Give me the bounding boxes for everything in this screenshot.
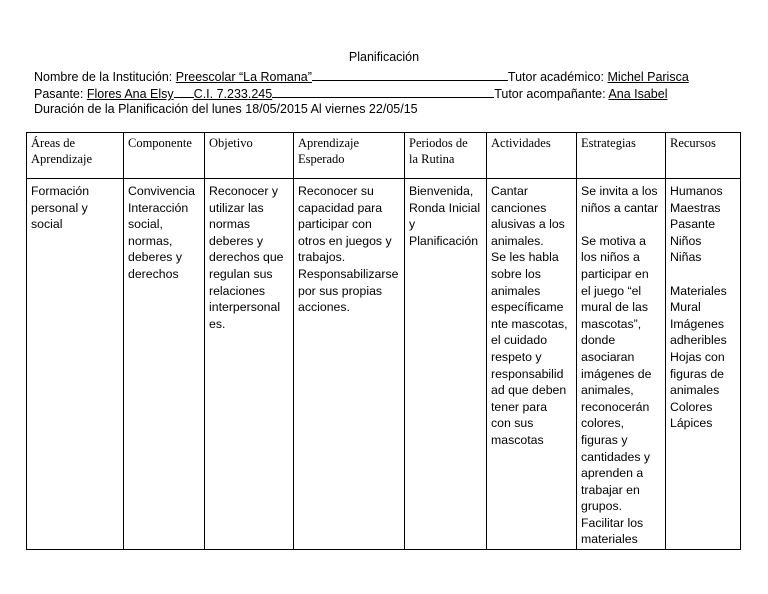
- cell-text-line: nte mascotas,: [491, 316, 568, 331]
- cell-areas-aprendizaje: [27, 179, 124, 550]
- cell-text-line: colores,: [581, 416, 625, 431]
- cell-text-line: Reconocer su: [298, 184, 374, 198]
- cell-text-line: Planificación: [409, 233, 479, 248]
- cell-text-line: mascotas”,: [581, 316, 642, 331]
- column-header-recursos: [666, 133, 741, 179]
- cell-text-line: Ronda Inicial: [409, 200, 481, 215]
- cell-text-line: Se les habla: [491, 250, 559, 265]
- cell-componente: [124, 179, 205, 550]
- institution-value: Preescolar “La Romana”: [175, 70, 312, 84]
- cell-text-line: normas: [209, 217, 251, 232]
- cell-objetivo: [205, 179, 294, 550]
- cell-text-line: los niños a: [581, 250, 640, 265]
- cell-text-line: Niños: [670, 233, 702, 248]
- cell-text-line: interpersonal: [209, 300, 281, 315]
- cell-text-line: niños a cantar: [581, 200, 659, 215]
- cell-periodos-rutina: [405, 179, 487, 550]
- cell-text-line: participar con: [298, 217, 372, 232]
- cell-text-line: Colores: [670, 399, 713, 414]
- cell-text-line: Actividades: [491, 136, 551, 150]
- cell-actividades: [487, 179, 577, 550]
- cell-text-line: Reconocer y: [209, 184, 279, 198]
- cell-text-line: otros en juegos y: [298, 233, 392, 248]
- pasante-value: Flores Ana Elsy: [86, 87, 174, 101]
- cell-text-line: animales: [670, 383, 720, 398]
- column-header-aprendizaje-esperado: [294, 133, 405, 179]
- cell-text-line: reconocerán: [581, 399, 650, 414]
- tutor-acompanante-value: Ana Isabel: [608, 87, 668, 101]
- cell-text-line: trabajar en: [581, 482, 640, 497]
- cell-text-line: figuras y: [581, 432, 628, 447]
- cell-text-line: Maestras: [670, 200, 721, 215]
- planning-table: [26, 132, 741, 550]
- cell-text-line: trabajos.: [298, 250, 346, 265]
- cell-text-line: respeto y: [491, 349, 542, 364]
- cell-text-line: imágenes de: [581, 366, 652, 381]
- cell-text-line: Niñas: [670, 250, 702, 265]
- line-gap: [581, 216, 661, 233]
- fill-line: [174, 85, 194, 98]
- cell-text-line: Aprendizaje: [31, 152, 93, 166]
- table-header-row: [27, 133, 741, 179]
- cell-text-line: mural de las: [581, 300, 648, 315]
- institution-label: Nombre de la Institución:: [34, 70, 173, 84]
- column-header-actividades: [487, 133, 577, 179]
- line-gap: [670, 266, 736, 283]
- cell-text-line: Recursos: [670, 136, 716, 150]
- cell-text-line: Bienvenida,: [409, 184, 474, 198]
- tutor-academico-label: Tutor académico:: [507, 70, 605, 84]
- table-row: [27, 179, 741, 550]
- cell-text-line: derechos: [128, 266, 179, 281]
- column-header-objetivo: [205, 133, 294, 179]
- column-header-areas-aprendizaje: [27, 133, 124, 179]
- cell-text-line: capacidad para: [298, 200, 383, 215]
- header-line-2: [34, 85, 668, 101]
- duration-line: Duración de la Planificación del lunes 18/05/2015 Al viernes 22/05/15: [34, 102, 418, 116]
- pasante-label: Pasante:: [34, 87, 84, 101]
- cell-text-line: materiales: [581, 532, 638, 547]
- cell-text-line: por sus propias: [298, 283, 383, 298]
- cell-text-line: con sus: [491, 416, 534, 431]
- cell-text-line: acciones.: [298, 300, 350, 315]
- cell-text-line: el cuidado: [491, 333, 548, 348]
- cell-text-line: participar en: [581, 266, 649, 281]
- cell-text-line: animales,: [581, 383, 634, 398]
- cell-text-line: Mural: [670, 300, 701, 315]
- cell-text-line: asociaran: [581, 349, 635, 364]
- cell-text-line: Se invita a los: [581, 184, 658, 198]
- cell-text-line: Imágenes: [670, 316, 725, 331]
- cell-text-line: responsabilid: [491, 366, 564, 381]
- cell-text-line: Humanos: [670, 184, 723, 198]
- cell-text-line: aprenden a: [581, 466, 644, 481]
- cell-text-line: específicame: [491, 300, 564, 315]
- cell-text-line: el juego “el: [581, 283, 642, 298]
- fill-line: [272, 85, 494, 98]
- cell-text-line: Aprendizaje: [298, 136, 360, 150]
- cell-text-line: grupos.: [581, 499, 623, 514]
- cell-text-line: ad que deben: [491, 383, 567, 398]
- cell-text-line: Áreas de: [31, 136, 76, 150]
- header-line-1: [34, 68, 689, 84]
- cell-text-line: Formación: [31, 184, 90, 198]
- cell-text-line: relaciones: [209, 283, 266, 298]
- cell-text-line: adheribles: [670, 333, 727, 348]
- cell-text-line: Hojas con: [670, 349, 725, 364]
- cell-text-line: Materiales: [670, 283, 727, 298]
- cell-text-line: utilizar las: [209, 200, 264, 215]
- cell-text-line: Lápices: [670, 416, 713, 431]
- cell-text-line: tener para: [491, 399, 548, 414]
- cell-text-line: canciones: [491, 200, 547, 215]
- cell-text-line: figuras de: [670, 366, 725, 381]
- column-header-estrategias: [577, 133, 666, 179]
- cell-text-line: Cantar: [491, 184, 528, 198]
- cell-text-line: animales: [491, 283, 541, 298]
- cell-text-line: mascotas: [491, 432, 544, 447]
- cell-text-line: deberes y: [128, 250, 183, 265]
- cell-text-line: derechos que: [209, 250, 284, 265]
- page-title: Planificación: [348, 50, 420, 64]
- cell-text-line: Objetivo: [209, 136, 253, 150]
- cell-text-line: cantidades y: [581, 449, 651, 464]
- cell-recursos: [666, 179, 741, 550]
- cell-text-line: Se motiva a: [581, 233, 646, 248]
- cell-text-line: Esperado: [298, 152, 345, 166]
- cell-text-line: Responsabilizarse: [298, 266, 399, 281]
- cell-text-line: personal y: [31, 200, 88, 215]
- cell-text-line: Periodos de: [409, 136, 468, 150]
- cell-aprendizaje-esperado: [294, 179, 405, 550]
- cell-text-line: alusivas a los: [491, 217, 565, 232]
- cell-text-line: Interacción: [128, 200, 189, 215]
- cell-text-line: Estrategias: [581, 136, 636, 150]
- cell-text-line: Componente: [128, 136, 192, 150]
- cell-text-line: es.: [209, 316, 226, 331]
- cell-text-line: sobre los: [491, 266, 541, 281]
- cell-text-line: deberes y: [209, 233, 264, 248]
- cell-text-line: social: [31, 217, 63, 232]
- cell-text-line: Convivencia: [128, 184, 195, 198]
- column-header-componente: [124, 133, 205, 179]
- cell-text-line: animales.: [491, 233, 544, 248]
- ci-value: C.I. 7.233.245: [193, 87, 273, 101]
- cell-text-line: regulan sus: [209, 266, 273, 281]
- column-header-periodos-rutina: [405, 133, 487, 179]
- cell-text-line: Facilitar los: [581, 515, 644, 530]
- cell-text-line: donde: [581, 333, 616, 348]
- cell-text-line: normas,: [128, 233, 173, 248]
- cell-text-line: y: [409, 217, 416, 232]
- cell-text-line: social,: [128, 217, 163, 232]
- cell-estrategias: [577, 179, 666, 550]
- tutor-acompanante-label: Tutor acompañante:: [494, 87, 606, 101]
- tutor-academico-value: Michel Parisca: [607, 70, 689, 84]
- cell-text-line: la Rutina: [409, 152, 455, 166]
- cell-text-line: Pasante: [670, 217, 716, 232]
- fill-line: [312, 68, 508, 81]
